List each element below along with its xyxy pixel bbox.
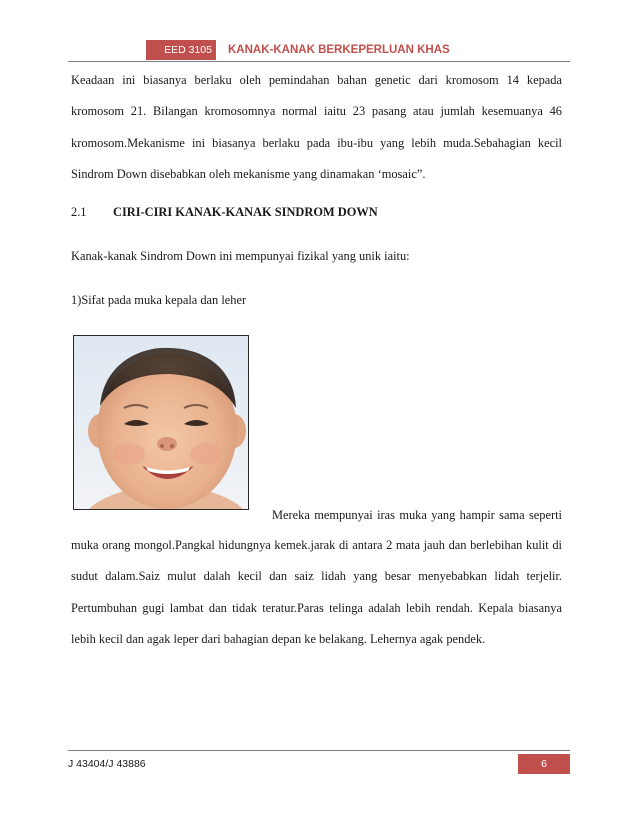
section-number: 2.1: [71, 205, 87, 219]
section-title: CIRI-CIRI KANAK-KANAK SINDROM DOWN: [113, 205, 378, 219]
paragraph-translocation: Keadaan ini biasanya berlaku oleh pemindahan bahan genetic dari kromosom 14 kepada kromosom 21. Bilangan kromosomnya normal iaitu 23 pasang atau jumlah kesemuanya 46 kromosom.Mekanisme ini biasanya berlaku pada ibu-ibu yang lebih muda.Sebahagian kecil Sindrom Down disebabkan oleh mekanisme yang dinamakan ‘mosaic”.: [71, 73, 562, 181]
header-course-code: EED 3105: [146, 40, 216, 60]
caption-facial-similarity: Mereka mempunyai iras muka yang hampir sama seperti: [272, 508, 562, 522]
list-item-face-head-neck: 1)Sifat pada muka kepala dan leher: [71, 293, 247, 307]
child-photo: [73, 335, 249, 510]
paragraph-facial-features: muka orang mongol.Pangkal hidungnya kemek.jarak di antara 2 mata jauh dan berlebihan kulit di sudut dalam.Saiz mulut dalah kecil dan saiz lidah yang besar menyebabkan lidah terjelir. Pertumbuhan gugi lambat dan tidak teratur.Paras telinga adalah lebih rendah. Kepala biasanya lebih kecil dan agak leper dari bahagian depan ke belakang. Lehernya agak pendek.: [71, 538, 562, 646]
section-heading: [71, 200, 378, 224]
header-course-title: KANAK-KANAK BERKEPERLUAN KHAS: [228, 44, 450, 56]
page-number: 6: [518, 754, 570, 774]
intro-text: Kanak-kanak Sindrom Down ini mempunyai fizikal yang unik iaitu:: [71, 249, 410, 263]
footer-student-ids: J 43404/J 43886: [68, 758, 146, 770]
footer-divider: [68, 750, 570, 751]
child-face-illustration: [74, 336, 249, 510]
header-divider: [68, 61, 570, 62]
